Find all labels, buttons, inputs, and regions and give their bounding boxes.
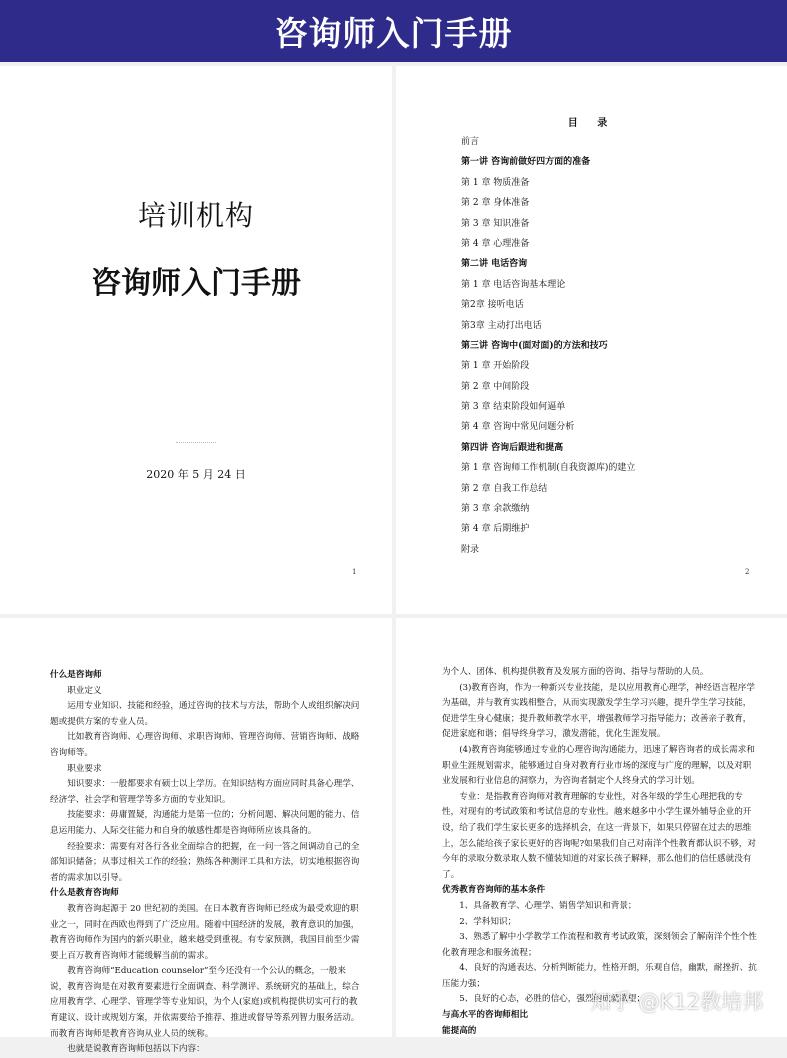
- toc-entry: 第 4 章 咨询中常见问题分析: [461, 422, 575, 433]
- banner-title: 咨询师入门手册: [274, 13, 513, 53]
- paragraph: 职业定义: [67, 685, 102, 696]
- paragraph: 3、熟悉了解中小学教学工作流程和教育考试政策，深刻领会了解南洋个性个性化教育理念和服务流程；: [442, 932, 757, 958]
- cover-title: 咨询师入门手册: [91, 266, 301, 301]
- toc-entry: 第 2 章 中间阶段: [461, 381, 530, 392]
- toc-entry: 第2章 接听电话: [461, 300, 524, 311]
- toc-entry: 第 3 章 余款缴纳: [461, 504, 530, 515]
- cover-page: [0, 66, 392, 614]
- section-heading: 与高水平的咨询师相比: [442, 1010, 528, 1021]
- paragraph: 职业要求: [67, 763, 102, 774]
- toc-entry: 第 4 章 后期维护: [461, 524, 530, 535]
- paragraph: 运用专业知识、技能和经验，通过咨询的技术与方法，帮助个人或组织解决问题或提供方案的专业人员。: [50, 701, 360, 727]
- cover-divider: [176, 442, 216, 445]
- toc-entry: 第 1 章 物质准备: [461, 177, 530, 188]
- paragraph: 教育咨询师“Education counselor”至今还没有一个公认的概念，一般来说，教育咨询是在对教育要素进行全面调查、科学测评、系统研究的基础上，综合应用教育学、心理学、管理学等专业知识，为个人(家庭)或机构提供切实可行的教育建议、设计或规划方案，并依需要给予推荐、推进或督导等系列智力服务活动。而教育咨询师是教育咨询从业人员的统称。: [50, 966, 360, 1039]
- toc-entry: 第 3 章 知识准备: [461, 218, 530, 229]
- section-heading: 能提高的: [442, 1025, 477, 1036]
- paragraph: 教育咨询起源于 20 世纪初的美国。在日本教育咨询师已经成为最受欢迎的职业之一，同时在西欧也得到了广泛应用。随着中国经济的发展，教育意识的加强，教育咨询师作为国内的新兴职业，越来越受到重视。有专家预测，我国目前至少需要上百万教育咨询师才能缓解当前的需求。: [50, 903, 360, 961]
- watermark: 知乎 @K12教培邦: [590, 990, 764, 1014]
- text-page-3: [0, 618, 392, 1055]
- paragraph: 知识要求：一般都要求有硕士以上学历。在知识结构方面应同时具备心理学、经济学、社会学和管理学等多方面的专业知识。: [50, 779, 360, 805]
- paragraph: (4)教育咨询能够通过专业的心理咨询沟通能力，迅速了解咨询者的成长需求和职业生涯规划需求，能够通过自身对教育行业市场的深度与广度的理解，以及对职业发展和行业信息的洞察力，为咨询者制定个人终身式的学习计划。: [442, 744, 755, 787]
- section-heading: 优秀教育咨询师的基本条件: [442, 885, 546, 896]
- toc-entry: 第 2 章 身体准备: [461, 198, 530, 209]
- toc-entry: 第 1 章 开始阶段: [461, 361, 530, 372]
- toc-list: [461, 132, 761, 560]
- toc-entry: 第 1 章 电话咨询基本理论: [461, 279, 566, 290]
- toc-section: 第四讲 咨询后跟进和提高: [461, 442, 564, 453]
- paragraph: (3)教育咨询，作为一种新兴专业技能，是以应用教育心理学，神经语言程序学为基础，并与教育实践相整合，从而实现激发学生学习兴趣，提升学生学习技能，促进学生身心健康；提升教师教学水平，增强教师学习指导能力；改善亲子教育，促进家庭和谐；倡导终身学习，激发潜能，优化生涯发展。: [442, 682, 755, 740]
- text-block: [50, 668, 360, 1058]
- paragraph: 专业：是指教育咨询师对教育理解的专业性，对各年级的学生心理把我的专性，对现有的考试政策和考试信息的专业性。越来越多中小学生课外辅导企业的开设，给了我们学生家长更多的选择机会，在这一背景下，如果只停留在过去的思维上，怎么能给孩子家长更好的咨询呢?如果我们自己对南洋个性教育都认识不够，对今年的录取分数录取人数不懂装知道的对家长孩子解释，那么他们的信任感就没有了。: [442, 791, 756, 880]
- section-heading: 什么是咨询师: [50, 670, 102, 680]
- paragraph: 1、具备教育学、心理学、销售学知识和背景；: [459, 900, 637, 911]
- toc-section: 第二讲 电话咨询: [461, 259, 528, 270]
- toc-page: [396, 66, 787, 614]
- paragraph: 5、良好的心态，必胜的信心，强烈的成就欲望；: [459, 994, 646, 1005]
- text-block: [442, 665, 758, 1039]
- toc-section: 第一讲 咨询前做好四方面的准备: [461, 157, 591, 168]
- page-number: 1: [352, 568, 357, 576]
- paragraph: 2、学科知识；: [459, 916, 517, 927]
- paragraph: 也就是说教育咨询师包括以下内容：: [67, 1044, 205, 1055]
- paragraph: 4、良好的沟通表达、分析判断能力，性格开朗，乐观自信，幽默，耐挫折、抗压能力强；: [442, 963, 757, 989]
- toc-entry: 第 4 章 心理准备: [461, 238, 530, 249]
- toc-entry: 附录: [461, 544, 480, 555]
- toc-entry: 第 1 章 咨询师工作机制(自我资源库)的建立: [461, 463, 636, 474]
- paragraph: 为个人、团体、机构提供教育及发展方面的咨询、指导与帮助的人员。: [442, 667, 709, 677]
- toc-section: 第三讲 咨询中(面对面)的方法和技巧: [461, 340, 608, 351]
- cover-org: 培训机构: [137, 199, 254, 232]
- paragraph: 经验要求：需要有对各行各业全面综合的把握，在一问一答之间调动自己的全部知识储备；从事过相关工作的经验；熟练各种测评工具和方法，切实地根据咨询者的需求加以引导。: [50, 841, 360, 883]
- text-page-4: [396, 618, 787, 1037]
- toc-entry: 第 3 章 结束阶段如何逼单: [461, 402, 566, 413]
- toc-title: 目 录: [567, 118, 616, 129]
- toc-entry: 前言: [461, 137, 480, 147]
- section-heading: 什么是教育咨询师: [50, 888, 119, 899]
- paragraph: 技能要求：毋庸置疑，沟通能力是第一位的；分析问题、解决问题的能力、信息运用能力、人际交往能力和自身的敏感性都是咨询师所应该具备的。: [50, 810, 360, 836]
- paragraph: 比如教育咨询师、心理咨询师、求职咨询师、管理咨询师、营销咨询师、战略咨询师等。: [50, 732, 360, 758]
- page-number: 2: [745, 568, 750, 576]
- toc-entry: 第 2 章 自我工作总结: [461, 483, 548, 494]
- banner: [0, 0, 787, 62]
- toc-entry: 第3章 主动打出电话: [461, 320, 542, 331]
- cover-date: 2020 年 5 月 24 日: [146, 468, 246, 481]
